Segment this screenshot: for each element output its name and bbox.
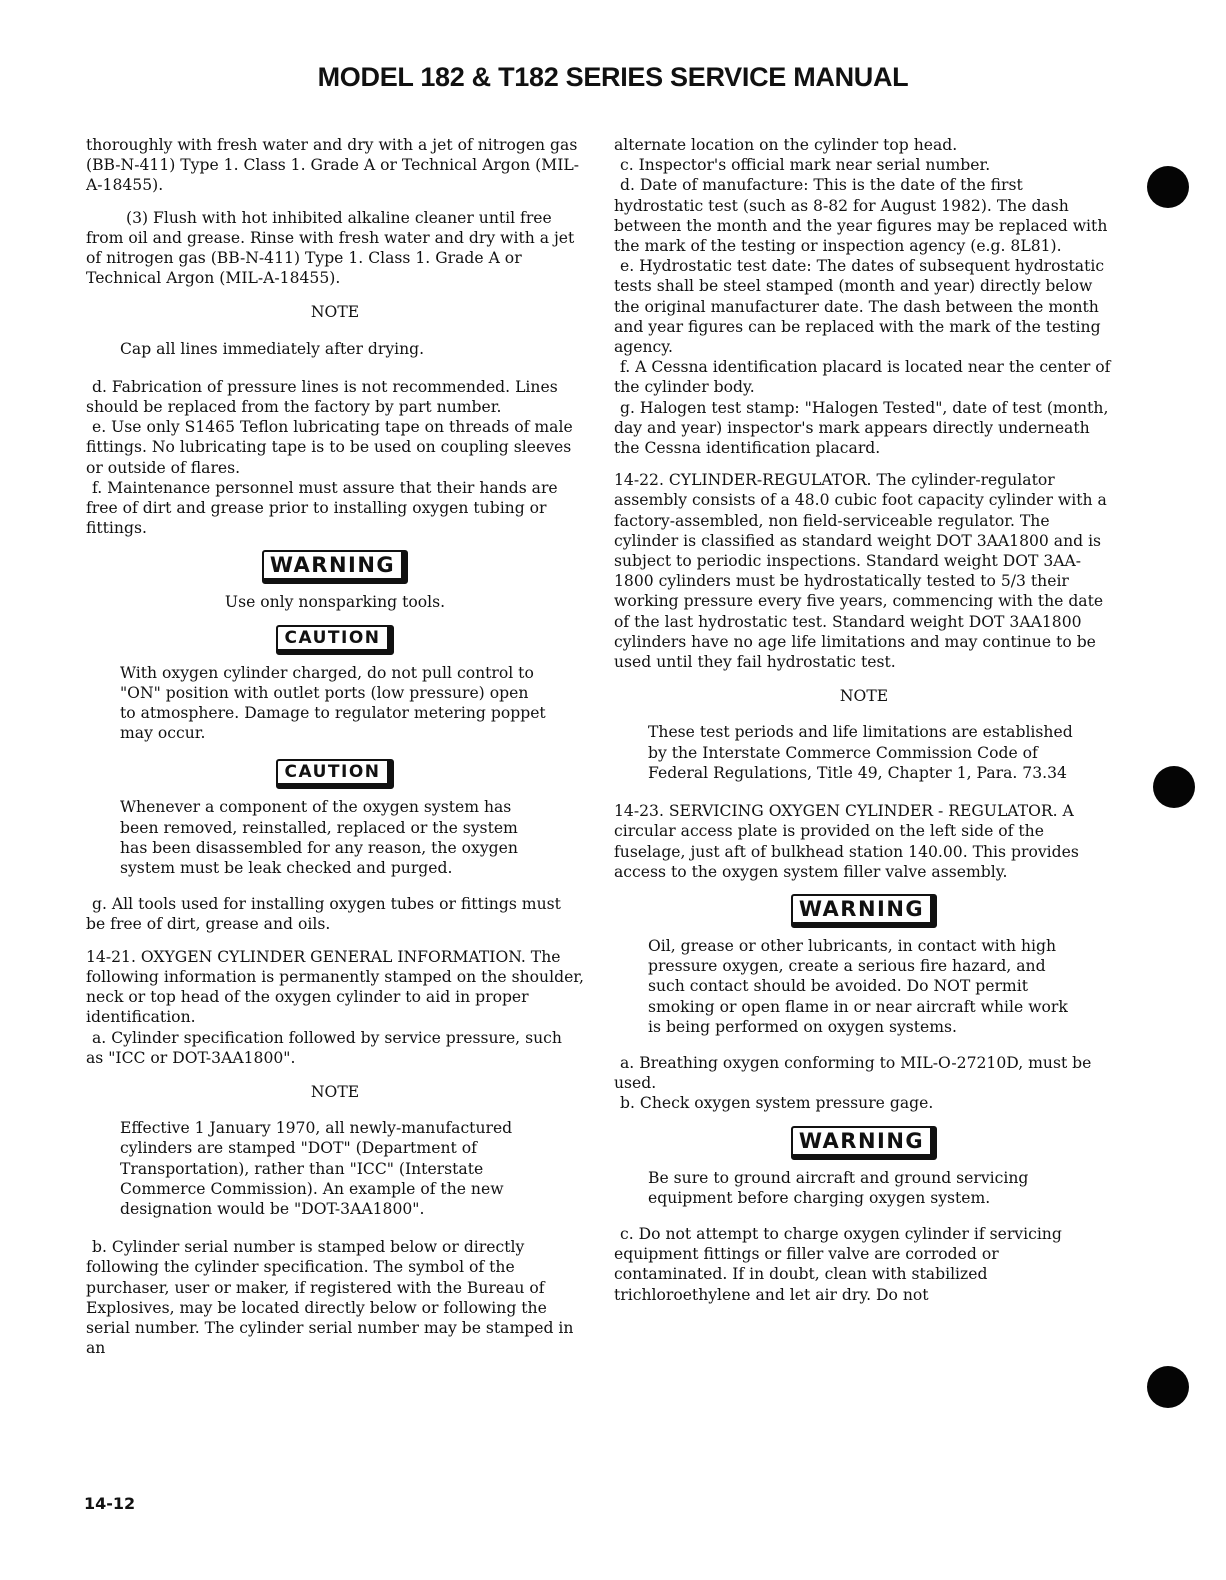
page-number: 14-12 xyxy=(84,1494,136,1513)
warning-banner: WARNING xyxy=(791,894,937,928)
binder-hole-icon xyxy=(1147,166,1189,208)
list-item: d. Fabrication of pressure lines is not recommended. Lines should be replaced from the factory by part number. xyxy=(86,377,558,417)
warning-banner: WARNING xyxy=(791,1126,937,1160)
list-item: c. Inspector's official mark near serial number. xyxy=(620,156,991,175)
caution-banner-wrap xyxy=(86,759,584,789)
right-column xyxy=(614,135,1114,1305)
list-item: d. Date of manufacture: This is the date of the first hydrostatic test (such as 8-82 for August 1982). The dash between the month and the year figures may be replaced with the mark of the testing or inspection agency (e.g. 8L81). xyxy=(614,176,1108,256)
list-item: f. A Cessna identification placard is located near the center of the cylinder body. xyxy=(614,358,1111,397)
warning-banner: WARNING xyxy=(262,550,408,584)
list-item: e. Use only S1465 Teflon lubricating tape on threads of male fittings. No lubricating tape is to be used on coupling sleeves or outside of flares. xyxy=(86,418,573,477)
list-item: a. Breathing oxygen conforming to MIL-O-27210D, must be used. xyxy=(614,1053,1092,1093)
warning-banner-wrap xyxy=(614,1126,1114,1160)
note-text: These test periods and life limitations are established by the Interstate Commerce Commission Code of Federal Regulations, Title 49, Chapter 1, Para. 73.34 xyxy=(648,723,1073,782)
list-item: a. Cylinder specification followed by service pressure, such as "ICC or DOT-3AA1800". xyxy=(86,1028,562,1067)
caution-banner-wrap xyxy=(86,625,584,655)
paragraph: thoroughly with fresh water and dry with a jet of nitrogen gas (BB-N-411) Type 1. Class 1. Grade A or Technical Argon (MIL-A-18455). xyxy=(86,136,580,195)
list-item: b. Cylinder serial number is stamped below or directly following the cylinder specification. The symbol of the purchaser, user or maker, if registered with the Bureau of Explosives, may be located directly below or following the serial number. The cylinder serial number may be stamped in an xyxy=(86,1238,574,1358)
section-14-22: 14-22. CYLINDER-REGULATOR. The cylinder-regulator assembly consists of a 48.0 cubic foot capacity cylinder with a factory-assembled, non field-serviceable regulator. The cylinder is classified as standard weight DOT 3AA1800 and is subject to periodic inspections. Standard weight DOT 3AA-1800 cylinders must be hydrostatically tested to 5/3 their working pressure every five years, commencing with the date of the last hydrostatic test. Standard weight DOT 3AA1800 cylinders have no age life limitations and may continue to be used until they fail hydrostatic test. xyxy=(614,471,1107,672)
binder-hole-icon xyxy=(1153,766,1195,808)
caution-text: Whenever a component of the oxygen system has been removed, reinstalled, replaced or the system has been disassembled for any reason, the oxygen system must be leak checked and purged. xyxy=(120,798,518,878)
note-label: NOTE xyxy=(839,687,889,706)
list-item: g. Halogen test stamp: "Halogen Tested", date of test (month, day and year) inspector's mark appears directly underneath the Cessna identification placard. xyxy=(614,398,1109,458)
list-item: c. Do not attempt to charge oxygen cylinder if servicing equipment fittings or filler valve are corroded or contaminated. If in doubt, clean with stabilized trichloroethylene and let air dry. Do not xyxy=(614,1224,1062,1304)
warning-text: Oil, grease or other lubricants, in contact with high pressure oxygen, create a serious fire hazard, and such contact should be avoided. Do NOT permit smoking or open flame in or near aircraft while work is being performed on oxygen systems. xyxy=(648,936,1068,1036)
warning-text: Be sure to ground aircraft and ground servicing equipment before charging oxygen system. xyxy=(648,1168,1029,1207)
paragraph: alternate location on the cylinder top head. xyxy=(614,136,958,154)
note-label: NOTE xyxy=(310,1082,360,1101)
list-item: e. Hydrostatic test date: The dates of subsequent hydrostatic tests shall be steel stamped (month and year) directly below the original manufacturer date. The dash between the month and year figures can be replaced with the mark of the testing agency. xyxy=(614,257,1105,357)
section-14-21: 14-21. OXYGEN CYLINDER GENERAL INFORMATION. The following information is permanently stamped on the shoulder, neck or top head of the oxygen cylinder to aid in proper identification. xyxy=(86,947,584,1027)
list-item: g. All tools used for installing oxygen tubes or fittings must be free of dirt, grease and oils. xyxy=(86,895,561,934)
caution-banner: CAUTION xyxy=(276,759,393,789)
note-text: Effective 1 January 1970, all newly-manufactured cylinders are stamped "DOT" (Department of Transportation), rather than "ICC" (Interstate Commerce Commission). An example of the new designation would be "DOT-3AA1800". xyxy=(120,1119,513,1218)
warning-banner-wrap xyxy=(86,550,584,584)
paragraph: (3) Flush with hot inhibited alkaline cleaner until free from oil and grease. Rinse with fresh water and dry with a jet of nitrogen gas (BB-N-411) Type 1. Class 1. Grade A or Technical Argon (MIL-A-18455). xyxy=(86,208,575,288)
section-14-23: 14-23. SERVICING OXYGEN CYLINDER - REGULATOR. A circular access plate is provided on the left side of the fuselage, just aft of bulkhead station 140.00. This provides access to the oxygen system filler valve assembly. xyxy=(614,802,1079,881)
page-title: MODEL 182 & T182 SERIES SERVICE MANUAL xyxy=(317,62,909,92)
list-item: b. Check oxygen system pressure gage. xyxy=(620,1094,934,1113)
note-text: Cap all lines immediately after drying. xyxy=(120,339,425,358)
warning-text: Use only nonsparking tools. xyxy=(224,593,446,612)
list-item: f. Maintenance personnel must assure that their hands are free of dirt and grease prior to installing oxygen tubing or fittings. xyxy=(86,478,558,538)
binder-hole-icon xyxy=(1147,1366,1189,1408)
note-label: NOTE xyxy=(310,303,360,322)
warning-banner-wrap xyxy=(614,894,1114,928)
left-column xyxy=(86,135,584,1358)
caution-text: With oxygen cylinder charged, do not pull control to "ON" position with outlet ports (low pressure) open to atmosphere. Damage to regulator metering poppet may occur. xyxy=(120,663,546,743)
caution-banner: CAUTION xyxy=(276,625,393,655)
